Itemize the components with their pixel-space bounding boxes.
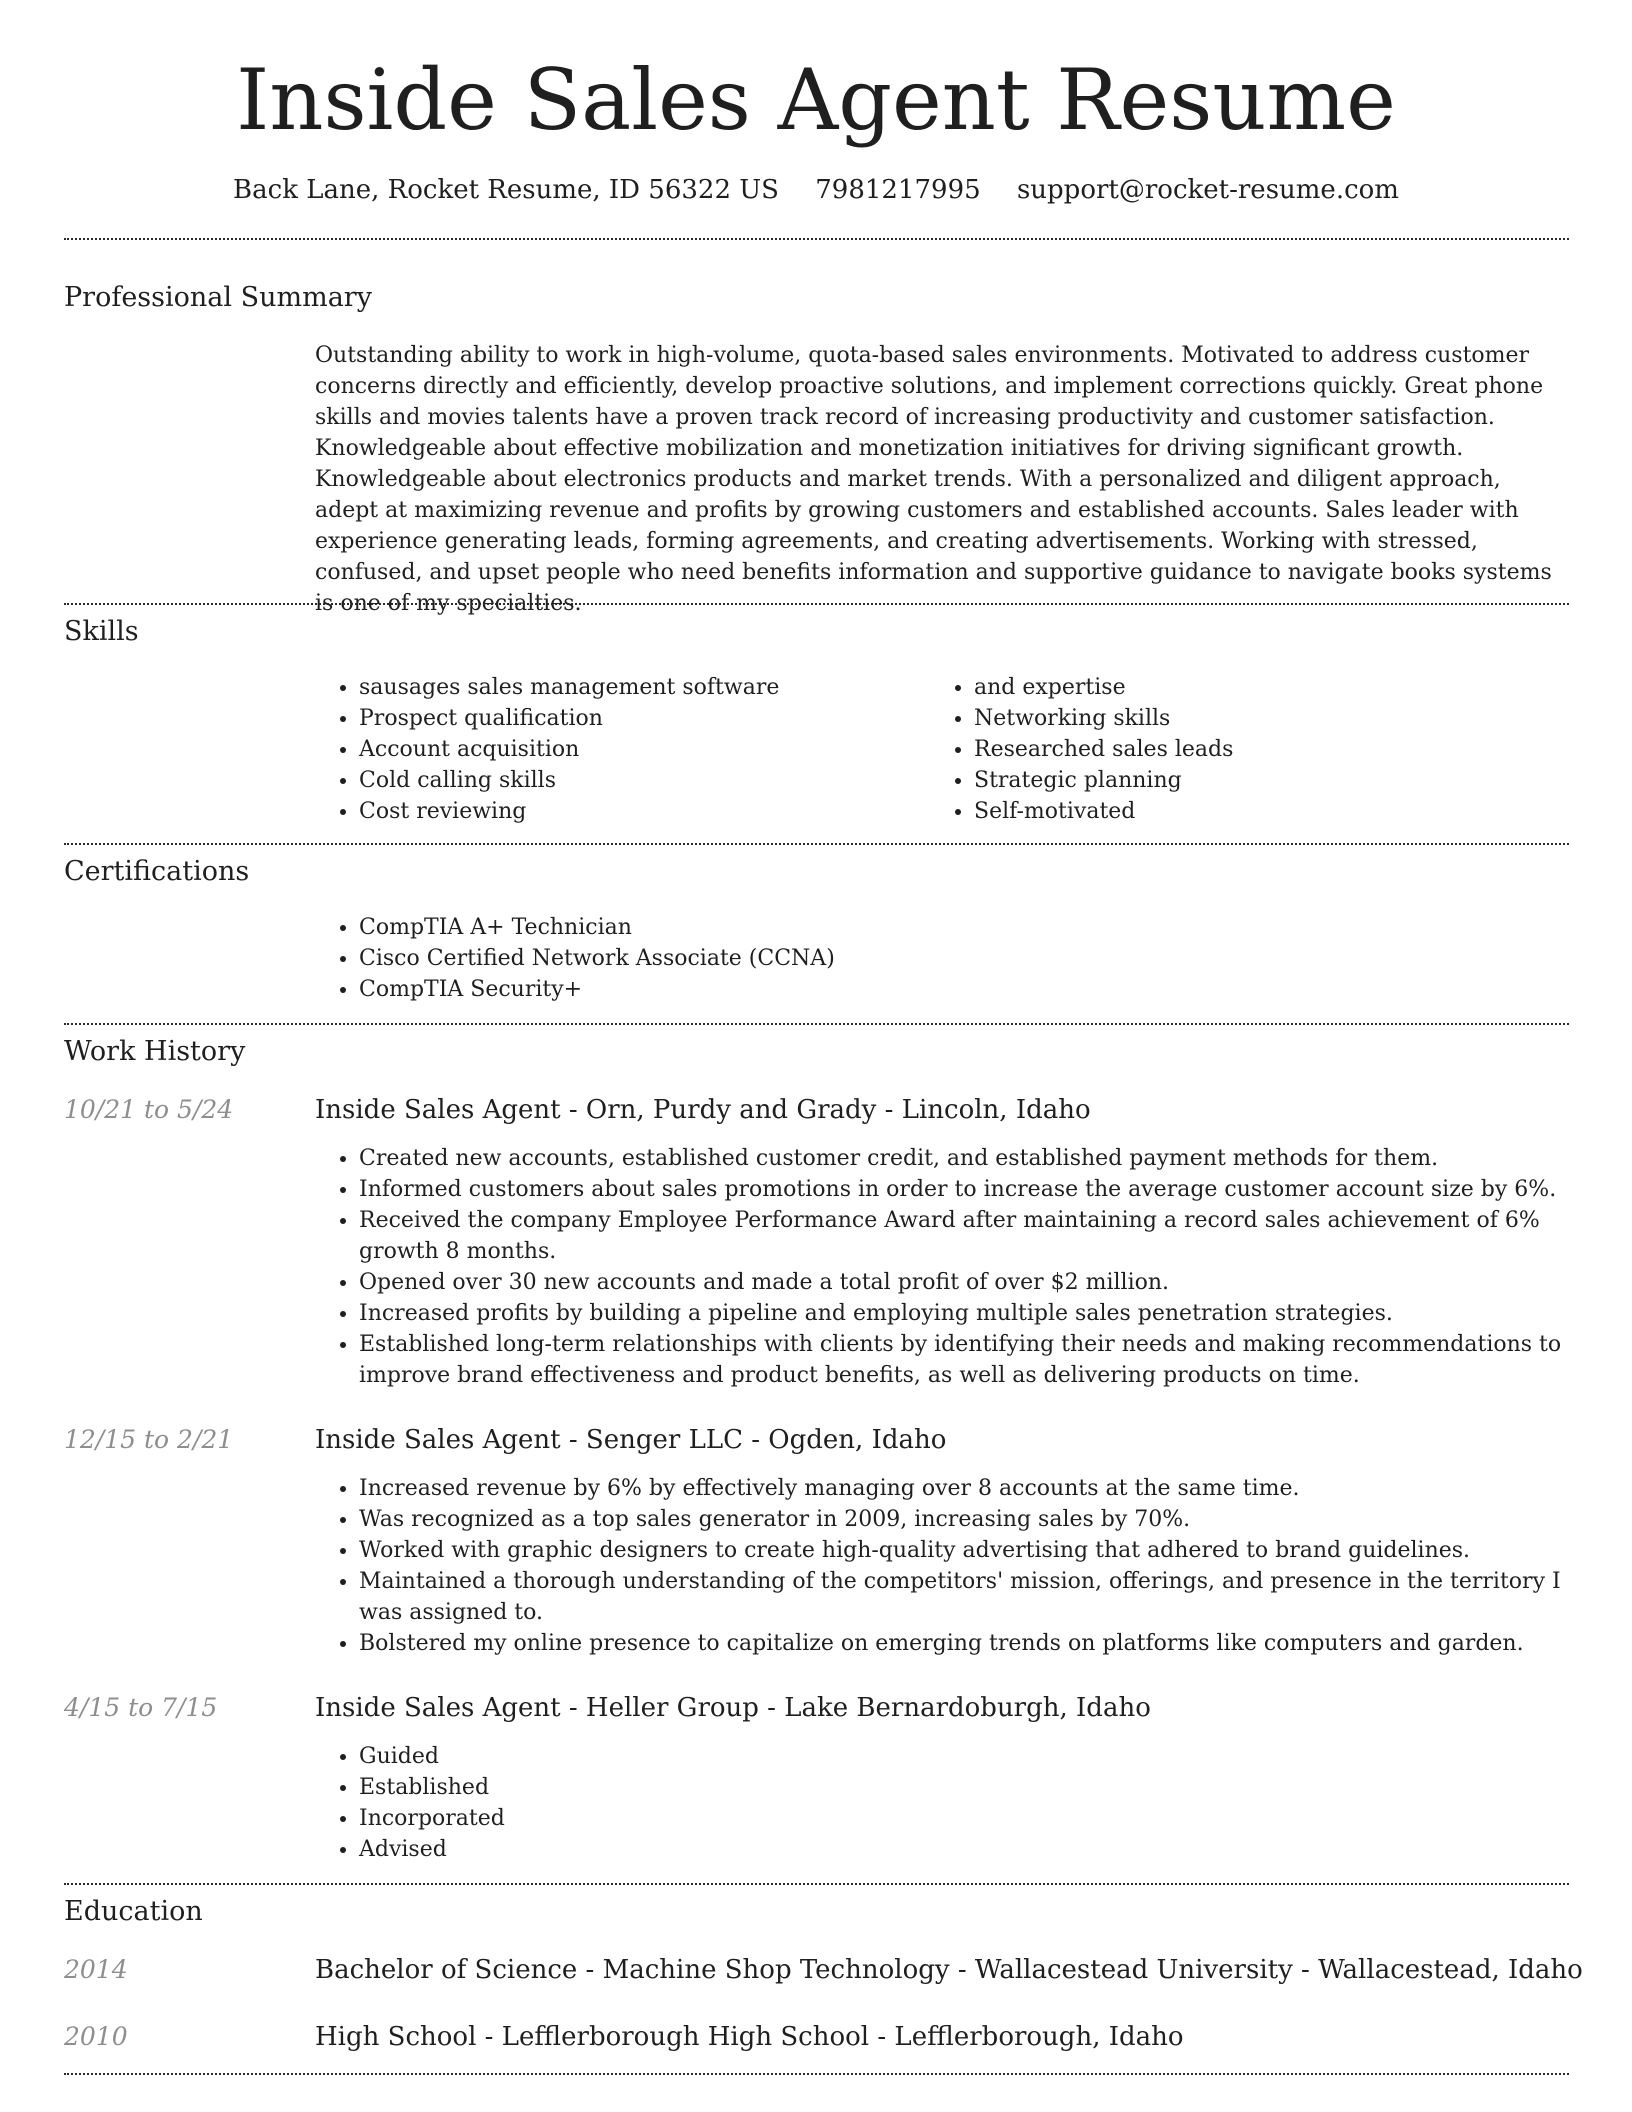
section-divider [64,1023,1569,1025]
skills-column-right [930,672,1530,827]
certifications-list [315,912,1515,1005]
resume-title: Inside Sales Agent Resume [236,51,1396,149]
contact-address: Back Lane, Rocket Resume, ID 56322 US [233,175,779,205]
job-bullet: • Established long-term relationships with clients by identifying their needs and making recommendations to improve brand effectiveness and product benefits, as well as delivering products on time. [359,1329,1565,1391]
job-bullet: • Guided [359,1741,1565,1772]
skill-item: • Networking skills [974,703,1530,734]
skill-item: • Cold calling skills [359,765,915,796]
skill-item: • Strategic planning [974,765,1530,796]
skills-column-left [315,672,915,827]
work-history-heading: Work History [64,1036,246,1067]
job-bullet: • Increased profits by building a pipeline and employing multiple sales penetration strategies. [359,1298,1565,1329]
job-title: Inside Sales Agent - Orn, Purdy and Grady - Lincoln, Idaho [315,1095,1091,1125]
education-heading: Education [64,1896,203,1927]
section-divider [64,843,1569,845]
education-entry: High School - Lefflerborough High School - Lefflerborough, Idaho [315,2022,1184,2052]
job-dates: 4/15 to 7/15 [64,1693,218,1722]
skill-item: • Prospect qualification [359,703,915,734]
job-bullet: • Advised [359,1834,1565,1865]
certifications-heading: Certifications [64,856,250,887]
job-bullet: • Was recognized as a top sales generator in 2009, increasing sales by 70%. [359,1504,1565,1535]
job-bullet: • Incorporated [359,1803,1565,1834]
certification-item: • Cisco Certified Network Associate (CCNA) [359,943,1515,974]
job-bullet: • Established [359,1772,1565,1803]
skill-item: • and expertise [974,672,1530,703]
summary-heading: Professional Summary [64,282,372,313]
education-entry: Bachelor of Science - Machine Shop Technology - Wallacestead University - Wallacestead, Idaho [315,1955,1583,1985]
job-bullet: • Informed customers about sales promotions in order to increase the average customer account size by 6%. [359,1174,1565,1205]
contact-line [0,170,1632,210]
skills-heading: Skills [64,616,139,647]
job-title: Inside Sales Agent - Heller Group - Lake Bernardoburgh, Idaho [315,1693,1151,1723]
skill-item: • Cost reviewing [359,796,915,827]
section-divider [64,2073,1569,2075]
skill-item: • Self-motivated [974,796,1530,827]
contact-phone: 7981217995 [815,175,981,205]
job-dates: 12/15 to 2/21 [64,1425,234,1454]
certification-item: • CompTIA A+ Technician [359,912,1515,943]
section-divider [64,603,1569,605]
summary-text: Outstanding ability to work in high-volume, quota-based sales environments. Motivated to address customer concerns directly and efficiently, develop proactive solutions, and implement corrections quickly. Great phone skills and movies talents have a proven track record of increasing productivity and customer satisfaction. Knowledgeable about effective mobilization and monetization initiatives for driving significant growth. Knowledgeable about electronics products and market trends. With a personalized and diligent approach, adept at maximizing revenue and profits by growing customers and established accounts. Sales leader with experience generating leads, forming agreements, and creating advertisements. Working with stressed, confused, and upset people who need benefits information and supportive guidance to navigate books systems is one of my specialties. [315,343,1552,616]
contact-email: support@rocket-resume.com [1016,175,1399,205]
job-bullet: • Received the company Employee Performance Award after maintaining a record sales achievement of 6% growth 8 months. [359,1205,1565,1267]
education-year: 2010 [64,2022,128,2051]
education-year: 2014 [64,1955,128,1984]
job-bullet: • Bolstered my online presence to capitalize on emerging trends on platforms like computers and garden. [359,1628,1565,1659]
job-bullet: • Created new accounts, established customer credit, and established payment methods for them. [359,1143,1565,1174]
job-dates: 10/21 to 5/24 [64,1095,234,1124]
job-bullets [315,1473,1565,1659]
certification-item: • CompTIA Security+ [359,974,1515,1005]
skill-item: • sausages sales management software [359,672,915,703]
job-bullets [315,1143,1565,1391]
section-divider [64,238,1569,240]
skill-item: • Account acquisition [359,734,915,765]
job-title: Inside Sales Agent - Senger LLC - Ogden, Idaho [315,1425,947,1455]
job-bullet: • Maintained a thorough understanding of the competitors' mission, offerings, and presence in the territory I was assigned to. [359,1566,1565,1628]
job-bullet: • Opened over 30 new accounts and made a total profit of over $2 million. [359,1267,1565,1298]
job-bullet: • Increased revenue by 6% by effectively managing over 8 accounts at the same time. [359,1473,1565,1504]
skill-item: • Researched sales leads [974,734,1530,765]
section-divider [64,1883,1569,1885]
job-bullet: • Worked with graphic designers to create high-quality advertising that adhered to brand guidelines. [359,1535,1565,1566]
job-bullets [315,1741,1565,1865]
